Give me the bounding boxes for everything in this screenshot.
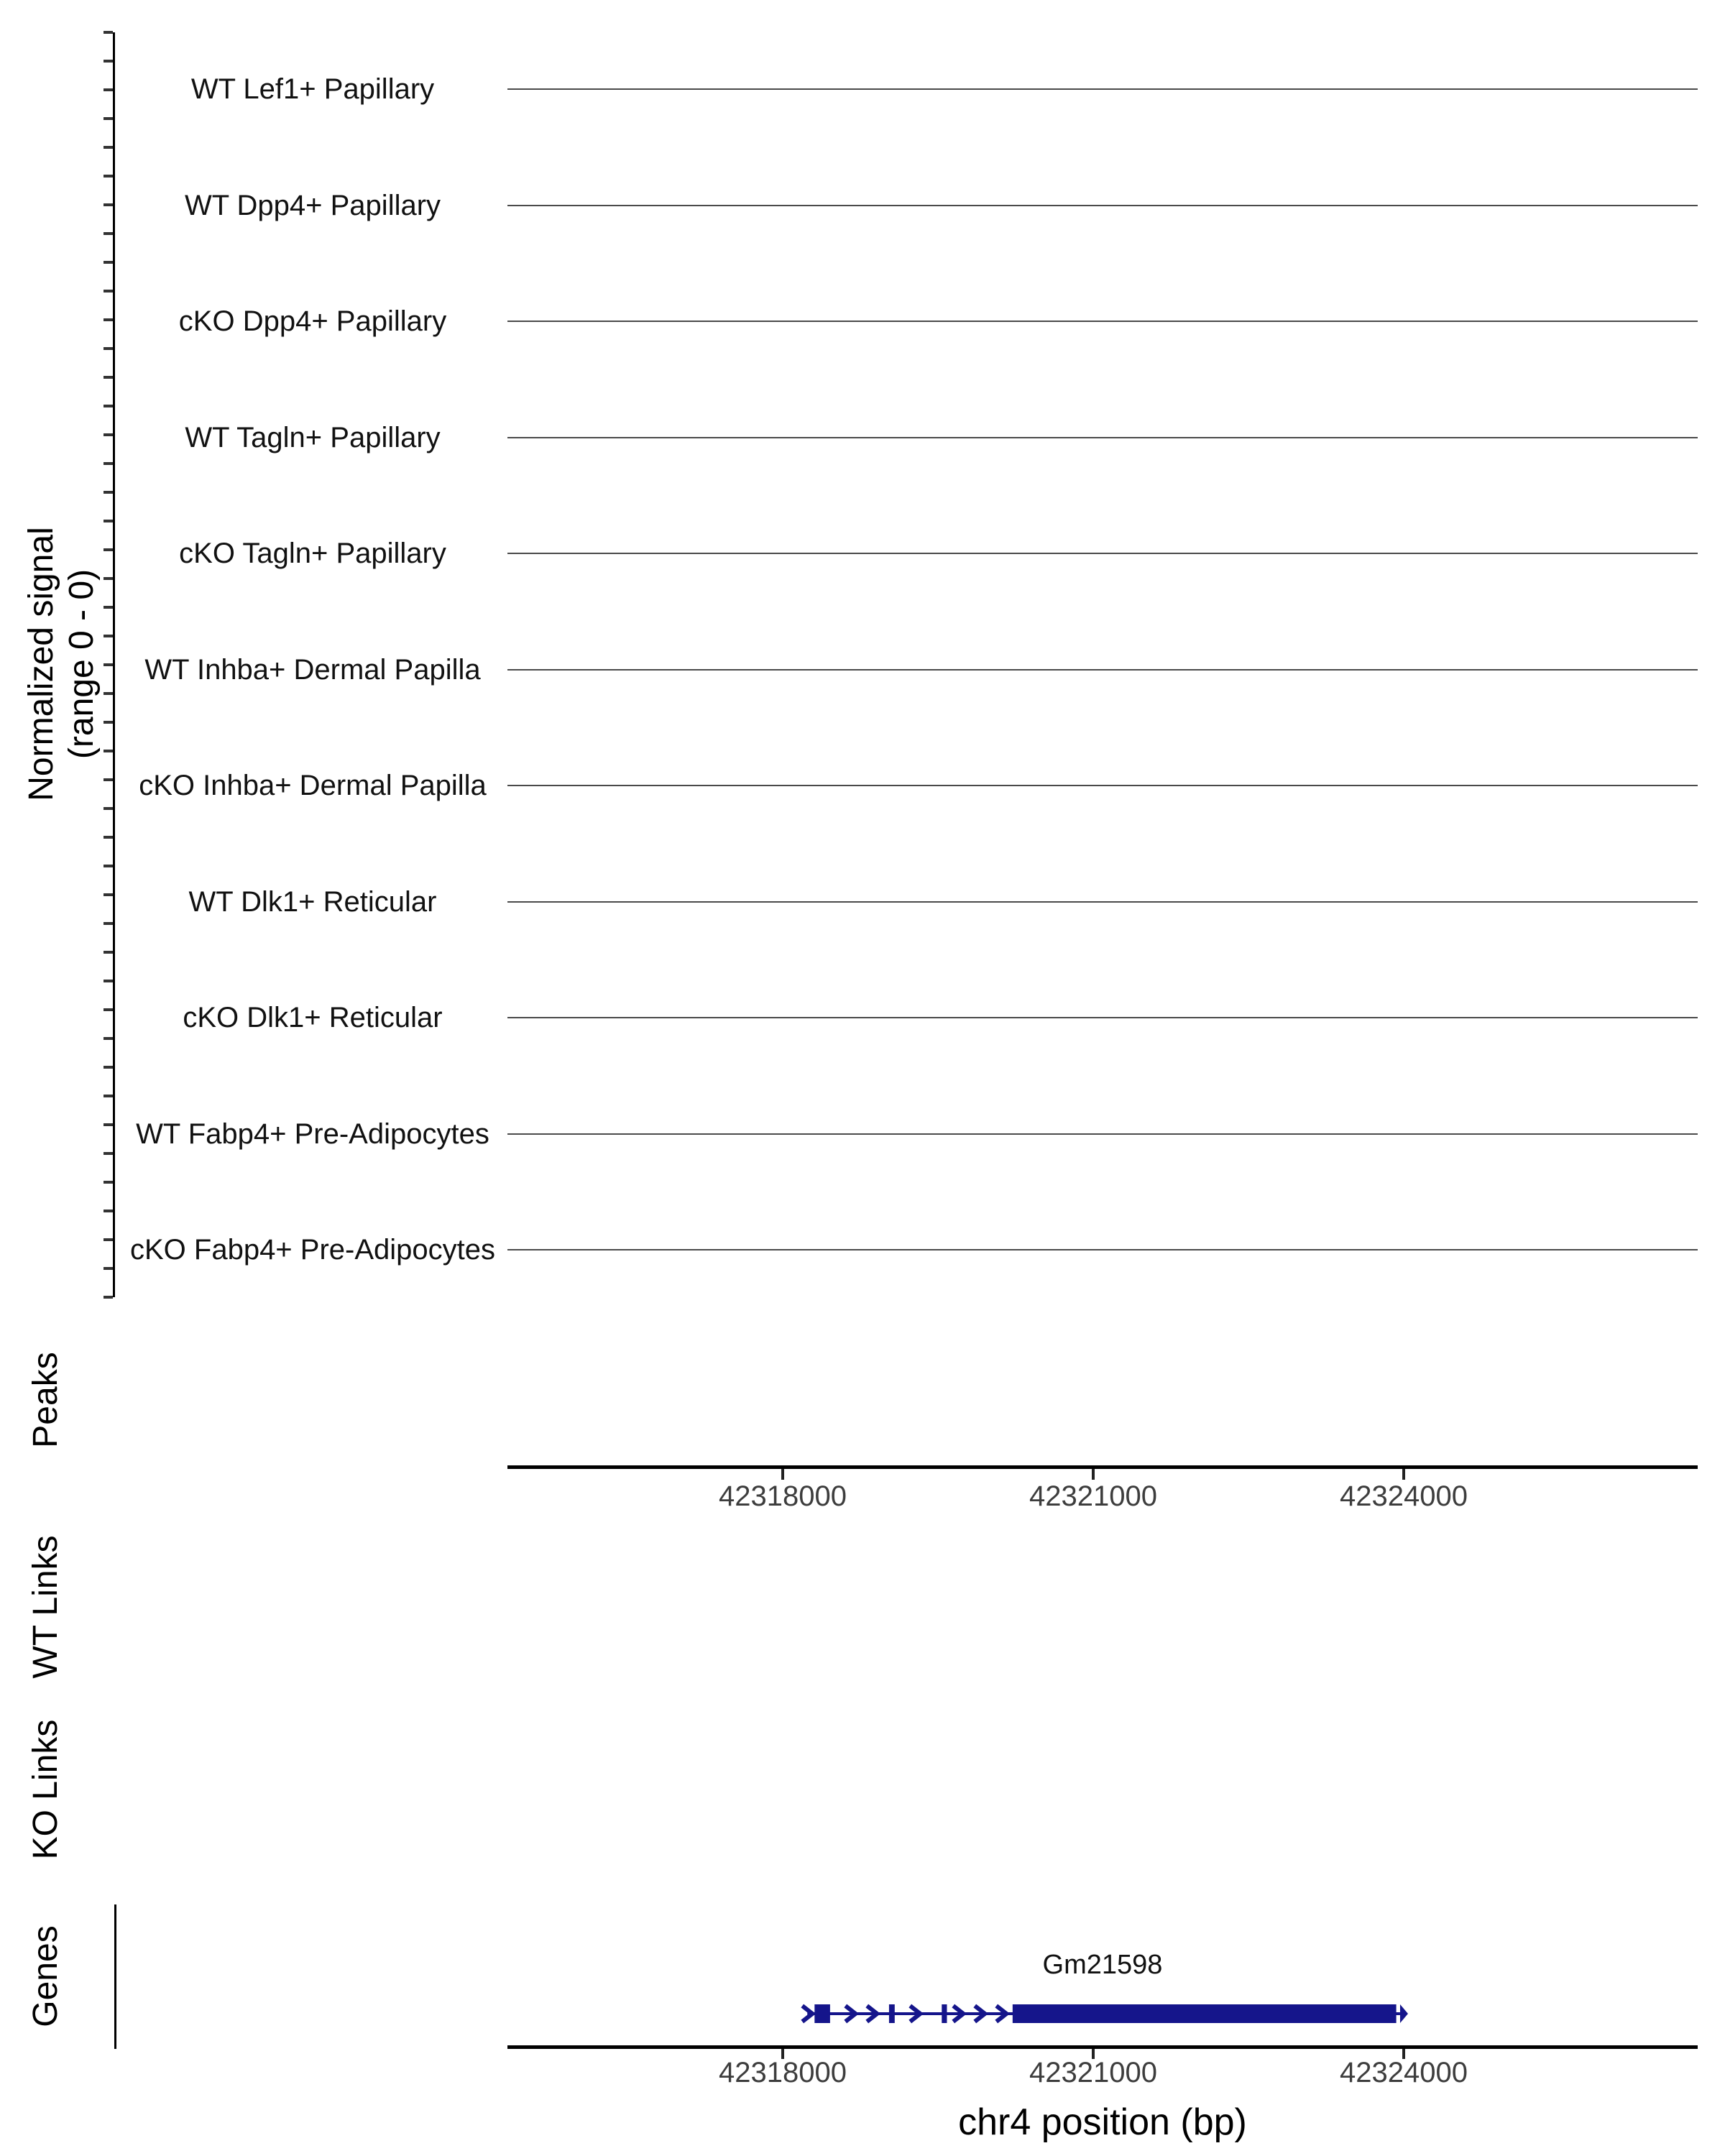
- signal-track-baseline: [507, 88, 1698, 90]
- signal-axis-tick: [104, 290, 113, 292]
- signal-track-row: [0, 415, 1725, 460]
- section-label-peaks: Peaks: [27, 1352, 65, 1448]
- signal-axis-tick: [104, 692, 113, 695]
- signal-axis-tick: [104, 146, 113, 149]
- signal-track-baseline: [507, 205, 1698, 206]
- gene-end-arrow-icon: [1400, 2004, 1408, 2023]
- signal-axis-tick: [104, 980, 113, 982]
- strand-arrow-icon: [802, 2006, 812, 2022]
- signal-axis-tick: [104, 1095, 113, 1097]
- signal-axis-tick: [104, 750, 113, 752]
- signal-axis-tick: [104, 60, 113, 63]
- x-tick-label: 42318000: [719, 2057, 847, 2088]
- gene-model-glyph: [783, 1985, 1416, 2042]
- signal-axis-tick: [104, 347, 113, 350]
- x-tick-label: 42324000: [1340, 1480, 1468, 1512]
- gene-exon: [942, 2004, 947, 2023]
- signal-axis-tick: [104, 405, 113, 407]
- signal-axis-tick: [104, 376, 113, 379]
- signal-axis-tick: [104, 261, 113, 264]
- signal-track-label: cKO Dpp4+ Papillary: [178, 305, 447, 337]
- x-tick-label: 42321000: [1029, 1480, 1157, 1512]
- genes-axis-line: [114, 1904, 116, 2049]
- section-label-wt-links: WT Links: [27, 1535, 65, 1679]
- signal-track-baseline: [507, 1017, 1698, 1018]
- signal-track-label: WT Dlk1+ Reticular: [188, 885, 437, 918]
- signal-axis-tick: [104, 491, 113, 494]
- x-tick-label: 42321000: [1029, 2057, 1157, 2088]
- signal-axis-tick: [104, 606, 113, 609]
- genome-axis-line-upper: [507, 1465, 1698, 1469]
- signal-track-baseline: [507, 1133, 1698, 1135]
- signal-track-row: [0, 648, 1725, 692]
- signal-axis-tick: [104, 721, 113, 724]
- signal-axis-tick: [104, 1210, 113, 1212]
- genome-axis-tick: [781, 1469, 784, 1480]
- signal-track-label: cKO Fabp4+ Pre-Adipocytes: [129, 1234, 496, 1266]
- signal-axis-tick: [104, 1296, 113, 1299]
- signal-axis-tick: [104, 635, 113, 637]
- gene-exon: [889, 2004, 895, 2023]
- signal-track-label: cKO Tagln+ Papillary: [179, 538, 446, 569]
- signal-track-label: cKO Dlk1+ Reticular: [183, 1002, 443, 1033]
- gene-exon: [814, 2004, 830, 2023]
- signal-axis-tick: [104, 232, 113, 235]
- signal-track-baseline: [507, 437, 1698, 438]
- signal-track-baseline: [507, 1249, 1698, 1250]
- signal-track-row: [0, 67, 1725, 111]
- signal-track-label: cKO Inhba+ Dermal Papilla: [139, 770, 487, 801]
- section-label-genes: Genes: [27, 1925, 65, 2027]
- signal-axis-tick: [104, 1181, 113, 1184]
- genome-axis-line-lower: [507, 2045, 1698, 2049]
- genome-axis-tick: [1402, 1469, 1405, 1480]
- signal-axis-tick: [104, 1066, 113, 1069]
- signal-track-label: WT Fabp4+ Pre-Adipocytes: [136, 1118, 489, 1150]
- x-tick-label: 42324000: [1340, 2057, 1468, 2088]
- genome-axis-tick: [1092, 1469, 1095, 1480]
- signal-axis-tick: [104, 577, 113, 580]
- signal-track-label: WT Tagln+ Papillary: [185, 421, 441, 453]
- signal-axis-tick: [104, 117, 113, 120]
- gene-label: Gm21598: [1042, 1950, 1163, 1980]
- signal-axis-tick: [104, 31, 113, 34]
- signal-track-baseline: [507, 553, 1698, 554]
- signal-track-baseline: [507, 901, 1698, 903]
- signal-axis-tick: [104, 462, 113, 465]
- signal-track-row: [0, 299, 1725, 344]
- signal-track-row: [0, 1227, 1725, 1272]
- signal-axis-tick: [104, 175, 113, 178]
- signal-axis-tick: [104, 951, 113, 954]
- x-axis-label: chr4 position (bp): [958, 2101, 1247, 2143]
- signal-axis-label-line1: Normalized signal: [22, 527, 60, 801]
- signal-track-baseline: [507, 669, 1698, 671]
- signal-track-row: [0, 763, 1725, 808]
- section-label-ko-links: KO Links: [27, 1719, 65, 1860]
- signal-track-label: WT Dpp4+ Papillary: [184, 189, 441, 221]
- signal-axis-tick: [104, 520, 113, 522]
- signal-track-row: [0, 995, 1725, 1040]
- signal-track-row: [0, 183, 1725, 228]
- signal-axis-tick: [104, 836, 113, 839]
- signal-track-row: [0, 531, 1725, 576]
- signal-track-label: WT Lef1+ Papillary: [190, 73, 435, 105]
- signal-axis-tick: [104, 865, 113, 867]
- signal-track-row: [0, 1112, 1725, 1156]
- signal-track-label: WT Inhba+ Dermal Papilla: [144, 653, 481, 686]
- signal-track-baseline: [507, 785, 1698, 786]
- gene-exon: [1013, 2004, 1397, 2023]
- signal-track-row: [0, 880, 1725, 924]
- signal-axis-label-line2: (range 0 - 0): [63, 568, 101, 760]
- signal-track-baseline: [507, 321, 1698, 322]
- x-tick-label: 42318000: [719, 1480, 847, 1512]
